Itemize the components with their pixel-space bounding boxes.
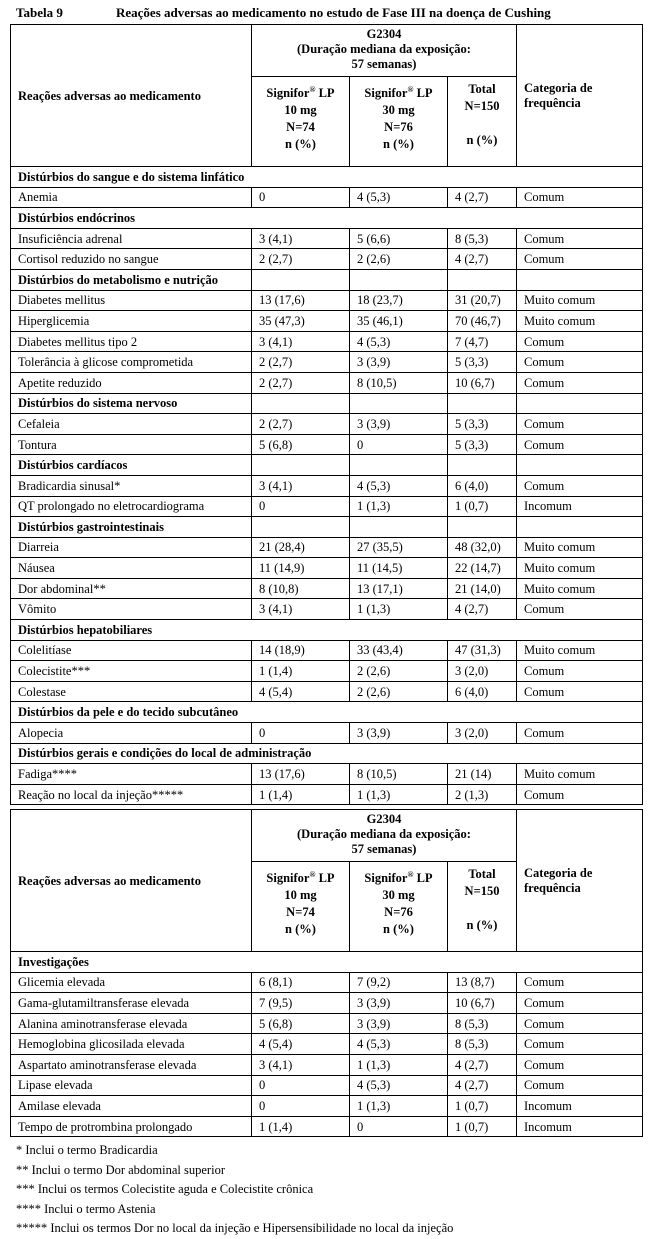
value-30mg: 3 (3,9) bbox=[350, 1013, 448, 1034]
value-10mg: 1 (1,4) bbox=[252, 1116, 350, 1137]
value-total: 3 (2,0) bbox=[448, 723, 517, 744]
table-row bbox=[11, 414, 643, 435]
section-title: Distúrbios gerais e condições do local de administração bbox=[11, 743, 643, 764]
table-row bbox=[11, 249, 643, 270]
frequency-category: Muito comum bbox=[517, 311, 643, 332]
value-total: 8 (5,3) bbox=[448, 1013, 517, 1034]
value-30mg: 7 (9,2) bbox=[350, 972, 448, 993]
term-cell: QT prolongado no eletrocardiograma bbox=[11, 496, 252, 517]
drug-suffix: LP bbox=[413, 86, 433, 100]
value-30mg: 3 (3,9) bbox=[350, 723, 448, 744]
table-row bbox=[11, 661, 643, 682]
value-10mg: 0 bbox=[252, 723, 350, 744]
footnote: * Inclui o termo Bradicardia bbox=[16, 1143, 158, 1157]
table-row bbox=[11, 764, 643, 785]
empty-cell bbox=[517, 455, 643, 476]
value-30mg: 13 (17,1) bbox=[350, 578, 448, 599]
value-30mg: 27 (35,5) bbox=[350, 537, 448, 558]
term-cell: Cortisol reduzido no sangue bbox=[11, 249, 252, 270]
table-title: Reações adversas ao medicamento no estudo de Fase III na doença de Cushing bbox=[116, 5, 551, 20]
footnote: ***** Inclui os termos Dor no local da injeção e Hipersensibilidade no local da injeção bbox=[16, 1221, 454, 1235]
section-title: Distúrbios gastrointestinais bbox=[11, 517, 252, 538]
header-row-group bbox=[11, 25, 643, 77]
n-count: N=76 bbox=[384, 120, 413, 134]
footnote: *** Inclui os termos Colecistite aguda e Colecistite crônica bbox=[16, 1182, 314, 1196]
table-row bbox=[11, 187, 643, 208]
value-10mg: 3 (4,1) bbox=[252, 331, 350, 352]
value-10mg: 0 bbox=[252, 496, 350, 517]
unit: n (%) bbox=[466, 918, 498, 932]
table-row bbox=[11, 578, 643, 599]
term-cell: Colelitíase bbox=[11, 640, 252, 661]
value-total: 7 (4,7) bbox=[448, 331, 517, 352]
frequency-category: Comum bbox=[517, 475, 643, 496]
value-total: 8 (5,3) bbox=[448, 1034, 517, 1055]
value-total: 4 (2,7) bbox=[448, 1075, 517, 1096]
section-title: Distúrbios do metabolismo e nutrição bbox=[11, 269, 252, 290]
header-row-group bbox=[11, 810, 643, 862]
n-count: N=150 bbox=[464, 99, 500, 113]
section-title: Distúrbios cardíacos bbox=[11, 455, 252, 476]
term-cell: Fadiga**** bbox=[11, 764, 252, 785]
value-total: 8 (5,3) bbox=[448, 228, 517, 249]
table-row bbox=[11, 784, 643, 805]
term-cell: Aspartato aminotransferase elevada bbox=[11, 1054, 252, 1075]
header-col-30mg bbox=[350, 77, 448, 167]
unit: n (%) bbox=[466, 133, 498, 147]
header-study-id: G2304 bbox=[366, 27, 402, 41]
table-row bbox=[11, 352, 643, 373]
term-cell: Colestase bbox=[11, 681, 252, 702]
value-30mg: 1 (1,3) bbox=[350, 784, 448, 805]
value-30mg: 3 (3,9) bbox=[350, 993, 448, 1014]
empty-cell bbox=[252, 269, 350, 290]
section-header-row bbox=[11, 620, 643, 641]
frequency-category: Muito comum bbox=[517, 640, 643, 661]
value-10mg: 13 (17,6) bbox=[252, 290, 350, 311]
term-cell: Náusea bbox=[11, 558, 252, 579]
value-30mg: 4 (5,3) bbox=[350, 475, 448, 496]
header-study-duration: (Duração mediana da exposição: 57 semanas) bbox=[297, 42, 471, 71]
value-total: 1 (0,7) bbox=[448, 1096, 517, 1117]
value-total: 2 (1,3) bbox=[448, 784, 517, 805]
frequency-category: Comum bbox=[517, 414, 643, 435]
frequency-category: Comum bbox=[517, 723, 643, 744]
value-30mg: 1 (1,3) bbox=[350, 599, 448, 620]
table-row bbox=[11, 1054, 643, 1075]
unit: n (%) bbox=[285, 922, 316, 936]
table-row bbox=[11, 640, 643, 661]
value-30mg: 1 (1,3) bbox=[350, 1054, 448, 1075]
value-30mg: 3 (3,9) bbox=[350, 414, 448, 435]
footnote: ** Inclui o termo Dor abdominal superior bbox=[16, 1162, 225, 1177]
term-cell: Tolerância à glicose comprometida bbox=[11, 352, 252, 373]
value-10mg: 5 (6,8) bbox=[252, 1013, 350, 1034]
header-study-group bbox=[252, 810, 517, 862]
table-row bbox=[11, 1096, 643, 1117]
drug-name: Signifor bbox=[364, 871, 408, 885]
term-cell: Insuficiência adrenal bbox=[11, 228, 252, 249]
table-row bbox=[11, 993, 643, 1014]
registered-mark: ® bbox=[309, 870, 316, 879]
value-10mg: 2 (2,7) bbox=[252, 249, 350, 270]
value-10mg: 2 (2,7) bbox=[252, 414, 350, 435]
registered-mark: ® bbox=[407, 85, 414, 94]
dose: 10 mg bbox=[284, 888, 317, 902]
header-reactions: Reações adversas ao medicamento bbox=[11, 25, 252, 167]
empty-cell bbox=[350, 455, 448, 476]
empty-cell bbox=[448, 269, 517, 290]
frequency-category: Muito comum bbox=[517, 578, 643, 599]
frequency-category: Comum bbox=[517, 187, 643, 208]
frequency-category: Comum bbox=[517, 1054, 643, 1075]
value-30mg: 0 bbox=[350, 1116, 448, 1137]
value-10mg: 0 bbox=[252, 1096, 350, 1117]
value-30mg: 1 (1,3) bbox=[350, 1096, 448, 1117]
value-30mg: 3 (3,9) bbox=[350, 352, 448, 373]
value-10mg: 2 (2,7) bbox=[252, 352, 350, 373]
empty-cell bbox=[350, 517, 448, 538]
section-header-row bbox=[11, 455, 643, 476]
section-title: Distúrbios hepatobiliares bbox=[11, 620, 643, 641]
section-header-row bbox=[11, 393, 643, 414]
registered-mark: ® bbox=[407, 870, 414, 879]
header-study-group bbox=[252, 25, 517, 77]
term-cell: Amilase elevada bbox=[11, 1096, 252, 1117]
value-total: 5 (3,3) bbox=[448, 434, 517, 455]
value-30mg: 4 (5,3) bbox=[350, 1075, 448, 1096]
frequency-category: Comum bbox=[517, 1034, 643, 1055]
term-cell: Colecistite*** bbox=[11, 661, 252, 682]
section-header-row bbox=[11, 517, 643, 538]
value-10mg: 1 (1,4) bbox=[252, 661, 350, 682]
header-col-total bbox=[448, 862, 517, 952]
term-cell: Anemia bbox=[11, 187, 252, 208]
value-10mg: 11 (14,9) bbox=[252, 558, 350, 579]
frequency-category: Comum bbox=[517, 249, 643, 270]
value-10mg: 13 (17,6) bbox=[252, 764, 350, 785]
term-cell: Apetite reduzido bbox=[11, 372, 252, 393]
empty-cell bbox=[252, 455, 350, 476]
value-total: 1 (0,7) bbox=[448, 496, 517, 517]
frequency-category: Comum bbox=[517, 661, 643, 682]
section-title: Distúrbios endócrinos bbox=[11, 208, 643, 229]
section-header-row bbox=[11, 269, 643, 290]
frequency-category: Comum bbox=[517, 228, 643, 249]
value-30mg: 2 (2,6) bbox=[350, 661, 448, 682]
dose: 30 mg bbox=[382, 103, 415, 117]
term-cell: Glicemia elevada bbox=[11, 972, 252, 993]
table-row bbox=[11, 1075, 643, 1096]
frequency-category: Comum bbox=[517, 599, 643, 620]
value-30mg: 0 bbox=[350, 434, 448, 455]
value-total: 47 (31,3) bbox=[448, 640, 517, 661]
value-total: 4 (2,7) bbox=[448, 249, 517, 270]
value-10mg: 2 (2,7) bbox=[252, 372, 350, 393]
empty-cell bbox=[448, 455, 517, 476]
drug-suffix: LP bbox=[315, 86, 335, 100]
value-30mg: 33 (43,4) bbox=[350, 640, 448, 661]
value-total: 48 (32,0) bbox=[448, 537, 517, 558]
term-cell: Tempo de protrombina prolongado bbox=[11, 1116, 252, 1137]
term-cell: Reação no local da injeção***** bbox=[11, 784, 252, 805]
table-row bbox=[11, 723, 643, 744]
value-total: 5 (3,3) bbox=[448, 352, 517, 373]
value-10mg: 3 (4,1) bbox=[252, 475, 350, 496]
drug-name: Signifor bbox=[364, 86, 408, 100]
frequency-category: Incomum bbox=[517, 1116, 643, 1137]
value-total: 3 (2,0) bbox=[448, 661, 517, 682]
term-cell: Alopecia bbox=[11, 723, 252, 744]
value-30mg: 35 (46,1) bbox=[350, 311, 448, 332]
header-col-10mg bbox=[252, 862, 350, 952]
empty-cell bbox=[448, 393, 517, 414]
value-total: 6 (4,0) bbox=[448, 681, 517, 702]
value-total: 10 (6,7) bbox=[448, 372, 517, 393]
table-number: Tabela 9 bbox=[16, 5, 63, 20]
term-cell: Diabetes mellitus bbox=[11, 290, 252, 311]
total-label: Total bbox=[468, 867, 496, 881]
value-total: 22 (14,7) bbox=[448, 558, 517, 579]
value-10mg: 3 (4,1) bbox=[252, 1054, 350, 1075]
unit: n (%) bbox=[383, 922, 414, 936]
empty-cell bbox=[517, 393, 643, 414]
frequency-category: Comum bbox=[517, 1013, 643, 1034]
value-30mg: 4 (5,3) bbox=[350, 1034, 448, 1055]
registered-mark: ® bbox=[309, 85, 316, 94]
value-total: 21 (14,0) bbox=[448, 578, 517, 599]
frequency-category: Muito comum bbox=[517, 558, 643, 579]
table-row bbox=[11, 1013, 643, 1034]
section-header-row bbox=[11, 702, 643, 723]
table-row bbox=[11, 537, 643, 558]
value-total: 1 (0,7) bbox=[448, 1116, 517, 1137]
value-total: 10 (6,7) bbox=[448, 993, 517, 1014]
empty-cell bbox=[517, 269, 643, 290]
term-cell: Lipase elevada bbox=[11, 1075, 252, 1096]
section-title: Distúrbios da pele e do tecido subcutâneo bbox=[11, 702, 643, 723]
section-header-row bbox=[11, 167, 643, 188]
unit: n (%) bbox=[285, 137, 316, 151]
value-10mg: 5 (6,8) bbox=[252, 434, 350, 455]
term-cell: Gama-glutamiltransferase elevada bbox=[11, 993, 252, 1014]
dose: 10 mg bbox=[284, 103, 317, 117]
value-10mg: 0 bbox=[252, 187, 350, 208]
table-row bbox=[11, 475, 643, 496]
value-10mg: 6 (8,1) bbox=[252, 972, 350, 993]
header-col-total bbox=[448, 77, 517, 167]
term-cell: Vômito bbox=[11, 599, 252, 620]
table-row bbox=[11, 311, 643, 332]
footnotes bbox=[16, 1141, 453, 1239]
value-30mg: 8 (10,5) bbox=[350, 764, 448, 785]
adverse-reactions-table-part2 bbox=[10, 809, 643, 1137]
section-header-row bbox=[11, 743, 643, 764]
table-row bbox=[11, 372, 643, 393]
frequency-category: Comum bbox=[517, 352, 643, 373]
value-10mg: 21 (28,4) bbox=[252, 537, 350, 558]
drug-name: Signifor bbox=[266, 871, 310, 885]
dose: 30 mg bbox=[382, 888, 415, 902]
frequency-category: Muito comum bbox=[517, 537, 643, 558]
n-count: N=150 bbox=[464, 884, 500, 898]
table-row bbox=[11, 290, 643, 311]
value-total: 4 (2,7) bbox=[448, 599, 517, 620]
table-row bbox=[11, 331, 643, 352]
header-reactions: Reações adversas ao medicamento bbox=[11, 810, 252, 952]
table-row bbox=[11, 972, 643, 993]
total-label: Total bbox=[468, 82, 496, 96]
adverse-reactions-table-part1 bbox=[10, 24, 643, 805]
term-cell: Hiperglicemia bbox=[11, 311, 252, 332]
value-total: 4 (2,7) bbox=[448, 1054, 517, 1075]
value-total: 70 (46,7) bbox=[448, 311, 517, 332]
table-row bbox=[11, 681, 643, 702]
header-col-30mg bbox=[350, 862, 448, 952]
empty-cell bbox=[350, 269, 448, 290]
value-30mg: 18 (23,7) bbox=[350, 290, 448, 311]
n-count: N=76 bbox=[384, 905, 413, 919]
table-row bbox=[11, 228, 643, 249]
value-30mg: 4 (5,3) bbox=[350, 187, 448, 208]
value-total: 31 (20,7) bbox=[448, 290, 517, 311]
section-title: Distúrbios do sistema nervoso bbox=[11, 393, 252, 414]
header-frequency-category: Categoria de frequência bbox=[517, 810, 643, 952]
value-30mg: 4 (5,3) bbox=[350, 331, 448, 352]
section-title: Distúrbios do sangue e do sistema linfático bbox=[11, 167, 643, 188]
value-30mg: 1 (1,3) bbox=[350, 496, 448, 517]
term-cell: Diarreia bbox=[11, 537, 252, 558]
value-10mg: 4 (5,4) bbox=[252, 1034, 350, 1055]
section-title: Investigações bbox=[11, 952, 643, 973]
value-30mg: 8 (10,5) bbox=[350, 372, 448, 393]
drug-name: Signifor bbox=[266, 86, 310, 100]
table-row bbox=[11, 558, 643, 579]
frequency-category: Muito comum bbox=[517, 764, 643, 785]
value-10mg: 4 (5,4) bbox=[252, 681, 350, 702]
value-total: 5 (3,3) bbox=[448, 414, 517, 435]
empty-cell bbox=[448, 517, 517, 538]
unit: n (%) bbox=[383, 137, 414, 151]
term-cell: Tontura bbox=[11, 434, 252, 455]
table-row bbox=[11, 434, 643, 455]
section-header-row bbox=[11, 208, 643, 229]
value-30mg: 2 (2,6) bbox=[350, 249, 448, 270]
value-10mg: 1 (1,4) bbox=[252, 784, 350, 805]
table-row bbox=[11, 1034, 643, 1055]
frequency-category: Incomum bbox=[517, 1096, 643, 1117]
value-total: 13 (8,7) bbox=[448, 972, 517, 993]
empty-cell bbox=[252, 517, 350, 538]
frequency-category: Comum bbox=[517, 331, 643, 352]
value-10mg: 14 (18,9) bbox=[252, 640, 350, 661]
value-10mg: 8 (10,8) bbox=[252, 578, 350, 599]
header-frequency-category: Categoria de frequência bbox=[517, 25, 643, 167]
value-30mg: 11 (14,5) bbox=[350, 558, 448, 579]
value-30mg: 5 (6,6) bbox=[350, 228, 448, 249]
value-total: 21 (14) bbox=[448, 764, 517, 785]
frequency-category: Comum bbox=[517, 681, 643, 702]
value-10mg: 3 (4,1) bbox=[252, 228, 350, 249]
empty-cell bbox=[252, 393, 350, 414]
frequency-category: Comum bbox=[517, 784, 643, 805]
drug-suffix: LP bbox=[413, 871, 433, 885]
table-caption bbox=[16, 5, 551, 21]
n-count: N=74 bbox=[286, 905, 315, 919]
footnote: **** Inclui o termo Astenia bbox=[16, 1201, 156, 1216]
empty-cell bbox=[517, 517, 643, 538]
term-cell: Cefaleia bbox=[11, 414, 252, 435]
term-cell: Bradicardia sinusal* bbox=[11, 475, 252, 496]
frequency-category: Incomum bbox=[517, 496, 643, 517]
frequency-category: Comum bbox=[517, 972, 643, 993]
n-count: N=74 bbox=[286, 120, 315, 134]
section-header-row bbox=[11, 952, 643, 973]
value-10mg: 7 (9,5) bbox=[252, 993, 350, 1014]
frequency-category: Comum bbox=[517, 993, 643, 1014]
empty-cell bbox=[350, 393, 448, 414]
table-row bbox=[11, 496, 643, 517]
header-col-10mg bbox=[252, 77, 350, 167]
header-study-id: G2304 bbox=[366, 812, 402, 826]
header-study-duration: (Duração mediana da exposição: 57 semanas) bbox=[297, 827, 471, 856]
term-cell: Alanina aminotransferase elevada bbox=[11, 1013, 252, 1034]
term-cell: Diabetes mellitus tipo 2 bbox=[11, 331, 252, 352]
value-30mg: 2 (2,6) bbox=[350, 681, 448, 702]
frequency-category: Comum bbox=[517, 434, 643, 455]
table-row bbox=[11, 1116, 643, 1137]
frequency-category: Comum bbox=[517, 1075, 643, 1096]
frequency-category: Comum bbox=[517, 372, 643, 393]
value-total: 4 (2,7) bbox=[448, 187, 517, 208]
value-total: 6 (4,0) bbox=[448, 475, 517, 496]
table-row bbox=[11, 599, 643, 620]
drug-suffix: LP bbox=[315, 871, 335, 885]
value-10mg: 35 (47,3) bbox=[252, 311, 350, 332]
term-cell: Dor abdominal** bbox=[11, 578, 252, 599]
value-10mg: 3 (4,1) bbox=[252, 599, 350, 620]
term-cell: Hemoglobina glicosilada elevada bbox=[11, 1034, 252, 1055]
frequency-category: Muito comum bbox=[517, 290, 643, 311]
value-10mg: 0 bbox=[252, 1075, 350, 1096]
